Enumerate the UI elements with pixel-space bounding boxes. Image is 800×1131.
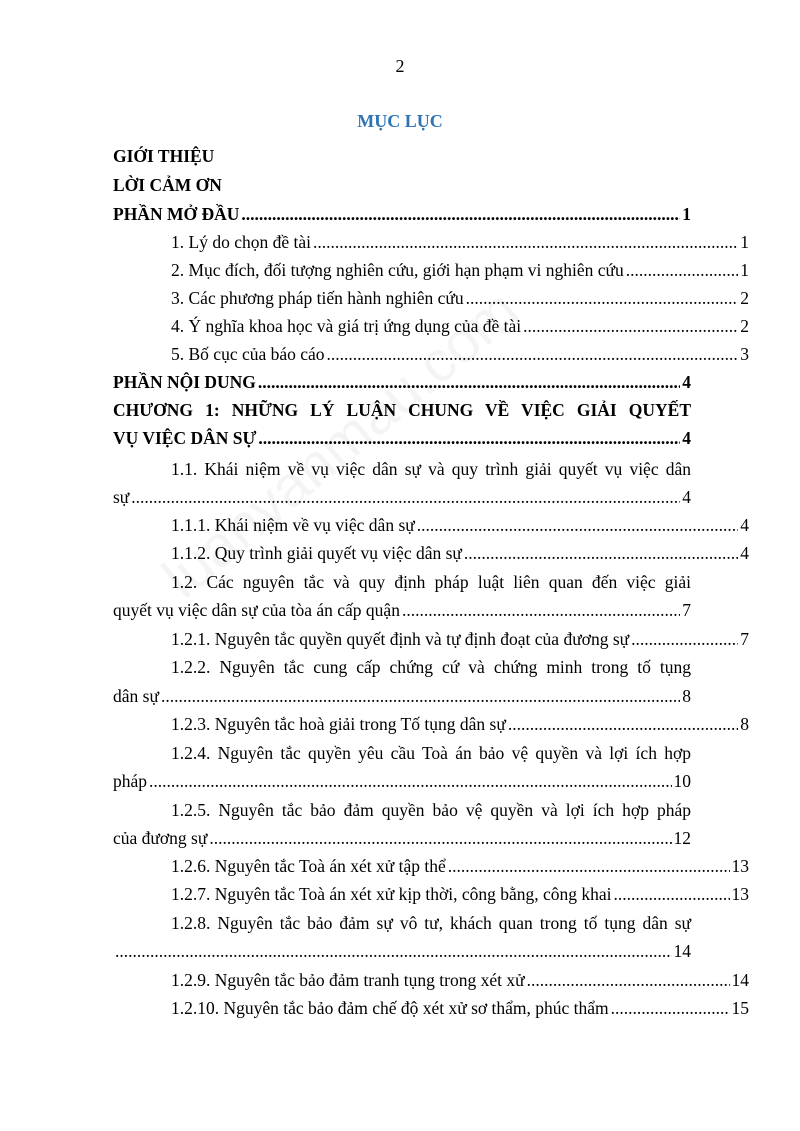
toc-entry[interactable] xyxy=(113,852,749,880)
toc-entry-label: LỜI CẢM ƠN xyxy=(113,175,222,195)
dot-leader xyxy=(209,824,671,852)
dot-leader xyxy=(464,539,738,567)
toc-entry-label: 1.2.8. Nguyên tắc bảo đảm sự vô tư, khách quan trong tố tụng dân sự xyxy=(171,913,691,933)
toc-entry-intro xyxy=(113,142,691,170)
dot-leader xyxy=(258,368,680,396)
dot-leader xyxy=(417,511,739,539)
toc-title: MỤC LỤC xyxy=(357,111,443,131)
toc-entry-label: 1.2. Các nguyên tắc và quy định pháp luật liên quan đến việc giải xyxy=(171,572,691,592)
toc-entry-label: 2. Mục đích, đối tượng nghiên cứu, giới hạn phạm vi nghiên cứu xyxy=(171,260,624,280)
toc-entry[interactable] xyxy=(113,994,749,1022)
toc-entry-label: 1.2.5. Nguyên tắc bảo đảm quyền bảo vệ quyền và lợi ích hợp pháp xyxy=(171,800,691,820)
toc-entry-line2[interactable] xyxy=(113,596,691,624)
toc-entry-page: 10 xyxy=(673,771,691,791)
toc-entry-page: 4 xyxy=(682,487,691,507)
toc-entry[interactable] xyxy=(113,284,749,312)
toc-entry-page: 4 xyxy=(740,543,749,563)
toc-entry-content[interactable] xyxy=(113,368,691,396)
toc-entry-label: 1.2.2. Nguyên tắc cung cấp chứng cứ và chứng minh trong tố tụng xyxy=(171,657,691,677)
toc-entry-label: 1.1.1. Khái niệm về vụ việc dân sự xyxy=(171,515,415,535)
toc-entry-label: 1.2.7. Nguyên tắc Toà án xét xử kịp thời, công bằng, công khai xyxy=(171,884,612,904)
toc-entry[interactable] xyxy=(113,228,749,256)
toc-entry-label: 1.2.3. Nguyên tắc hoà giải trong Tố tụng dân sự xyxy=(171,714,506,734)
toc-entry-chapter-line1[interactable] xyxy=(113,396,691,424)
toc-entry[interactable] xyxy=(113,880,749,908)
toc-entry[interactable] xyxy=(113,710,749,738)
toc-entry-label: 4. Ý nghĩa khoa học và giá trị ứng dụng của đề tài xyxy=(171,316,522,336)
dot-leader xyxy=(149,767,671,795)
toc-entry-page: 7 xyxy=(682,600,691,620)
toc-entry-label: quyết vụ việc dân sự của tòa án cấp quận xyxy=(113,600,400,620)
toc-entry-label: PHẦN NỘI DUNG xyxy=(113,372,256,392)
toc-entry[interactable] xyxy=(113,511,749,539)
dot-leader xyxy=(131,483,680,511)
dot-leader xyxy=(631,625,738,653)
toc-entry-page: 1 xyxy=(740,232,749,252)
toc-entry-line1[interactable] xyxy=(113,653,691,681)
dot-leader xyxy=(258,424,680,452)
page-number: 2 xyxy=(395,56,405,76)
toc-entry[interactable] xyxy=(113,966,749,994)
dot-leader xyxy=(327,340,739,368)
toc-entry-label: 1. Lý do chọn đề tài xyxy=(171,232,311,252)
toc-entry-label: GIỚI THIỆU xyxy=(113,146,215,166)
dot-leader xyxy=(508,710,738,738)
toc-entry-page: 15 xyxy=(731,998,749,1018)
toc-entry-page: 13 xyxy=(731,856,749,876)
toc-entry-label: 1.2.1. Nguyên tắc quyền quyết định và tự định đoạt của đương sự xyxy=(171,629,630,649)
toc-entry[interactable] xyxy=(113,256,749,284)
toc-entry-page: 4 xyxy=(682,372,691,392)
toc-entry-page: 7 xyxy=(740,629,749,649)
toc-entry-page: 12 xyxy=(673,828,691,848)
toc-entry-page: 2 xyxy=(740,316,749,336)
toc-entry-page: 8 xyxy=(740,714,749,734)
toc-entry-label: 1.2.6. Nguyên tắc Toà án xét xử tập thể xyxy=(171,856,446,876)
dot-leader xyxy=(614,880,730,908)
dot-leader xyxy=(611,994,730,1022)
toc-entry-opening[interactable] xyxy=(113,200,691,228)
toc-entry-line1[interactable] xyxy=(113,909,691,937)
toc-entry-line1[interactable] xyxy=(113,739,691,767)
toc-entry[interactable] xyxy=(113,625,749,653)
toc-entry-label: PHẦN MỞ ĐẦU xyxy=(113,204,240,224)
dot-leader xyxy=(527,966,730,994)
dot-leader xyxy=(241,200,680,228)
toc-entry-label: 5. Bố cục của báo cáo xyxy=(171,344,325,364)
toc-entry[interactable] xyxy=(113,539,749,567)
toc-entry[interactable] xyxy=(113,312,749,340)
dot-leader xyxy=(313,228,738,256)
toc-entry-line1[interactable] xyxy=(113,455,691,483)
dot-leader xyxy=(161,682,680,710)
toc-entry-line2[interactable] xyxy=(113,937,691,965)
toc-entry-label: dân sự xyxy=(113,686,159,706)
dot-leader xyxy=(448,852,730,880)
toc-entry-page: 4 xyxy=(740,515,749,535)
toc-entry[interactable] xyxy=(113,340,749,368)
toc-entry-label: 1.2.4. Nguyên tắc quyền yêu cầu Toà án bảo vệ quyền và lợi ích hợp xyxy=(171,743,691,763)
toc-entry-line1[interactable] xyxy=(113,568,691,596)
toc-entry-page: 13 xyxy=(731,884,749,904)
toc-entry-line1[interactable] xyxy=(113,796,691,824)
toc-entry-label: CHƯƠNG 1: NHỮNG LÝ LUẬN CHUNG VỀ VIỆC GIẢI QUYẾT xyxy=(113,400,691,420)
dot-leader xyxy=(466,284,739,312)
dot-leader xyxy=(626,256,738,284)
toc-entry-label: sự xyxy=(113,487,130,507)
toc-entry-line2[interactable] xyxy=(113,483,691,511)
toc-entry-page: 8 xyxy=(682,686,691,706)
toc-entry-label: 1.2.10. Nguyên tắc bảo đảm chế độ xét xử sơ thẩm, phúc thẩm xyxy=(171,998,609,1018)
toc-entry-page: 1 xyxy=(740,260,749,280)
toc-entry-line2[interactable] xyxy=(113,767,691,795)
toc-entry-label: 3. Các phương pháp tiến hành nghiên cứu xyxy=(171,288,464,308)
toc-entry-label: pháp xyxy=(113,771,148,791)
dot-leader xyxy=(523,312,738,340)
toc-entry-page: 1 xyxy=(682,204,691,224)
toc-entry-label: 1.1.2. Quy trình giải quyết vụ việc dân sự xyxy=(171,543,462,563)
toc-entry-label: của đương sự xyxy=(113,828,208,848)
toc-entry-page: 3 xyxy=(740,344,749,364)
toc-entry-page: 4 xyxy=(682,428,691,448)
dot-leader xyxy=(402,596,680,624)
toc-entry-label: 1.1. Khái niệm về vụ việc dân sự và quy trình giải quyết vụ việc dân xyxy=(171,459,691,479)
dot-leader xyxy=(115,937,672,965)
toc-entry-chapter-line2[interactable] xyxy=(113,424,691,452)
toc-entry-label: VỤ VIỆC DÂN SỰ xyxy=(113,428,257,448)
toc-entry-label: 1.2.9. Nguyên tắc bảo đảm tranh tụng trong xét xử xyxy=(171,970,525,990)
toc-entry-page: 2 xyxy=(740,288,749,308)
toc-entry-acknowledgement xyxy=(113,171,691,199)
toc-entry-line2[interactable] xyxy=(113,824,691,852)
toc-entry-page: 14 xyxy=(731,970,749,990)
toc-entry-page: 14 xyxy=(673,941,691,961)
toc-entry-line2[interactable] xyxy=(113,682,691,710)
